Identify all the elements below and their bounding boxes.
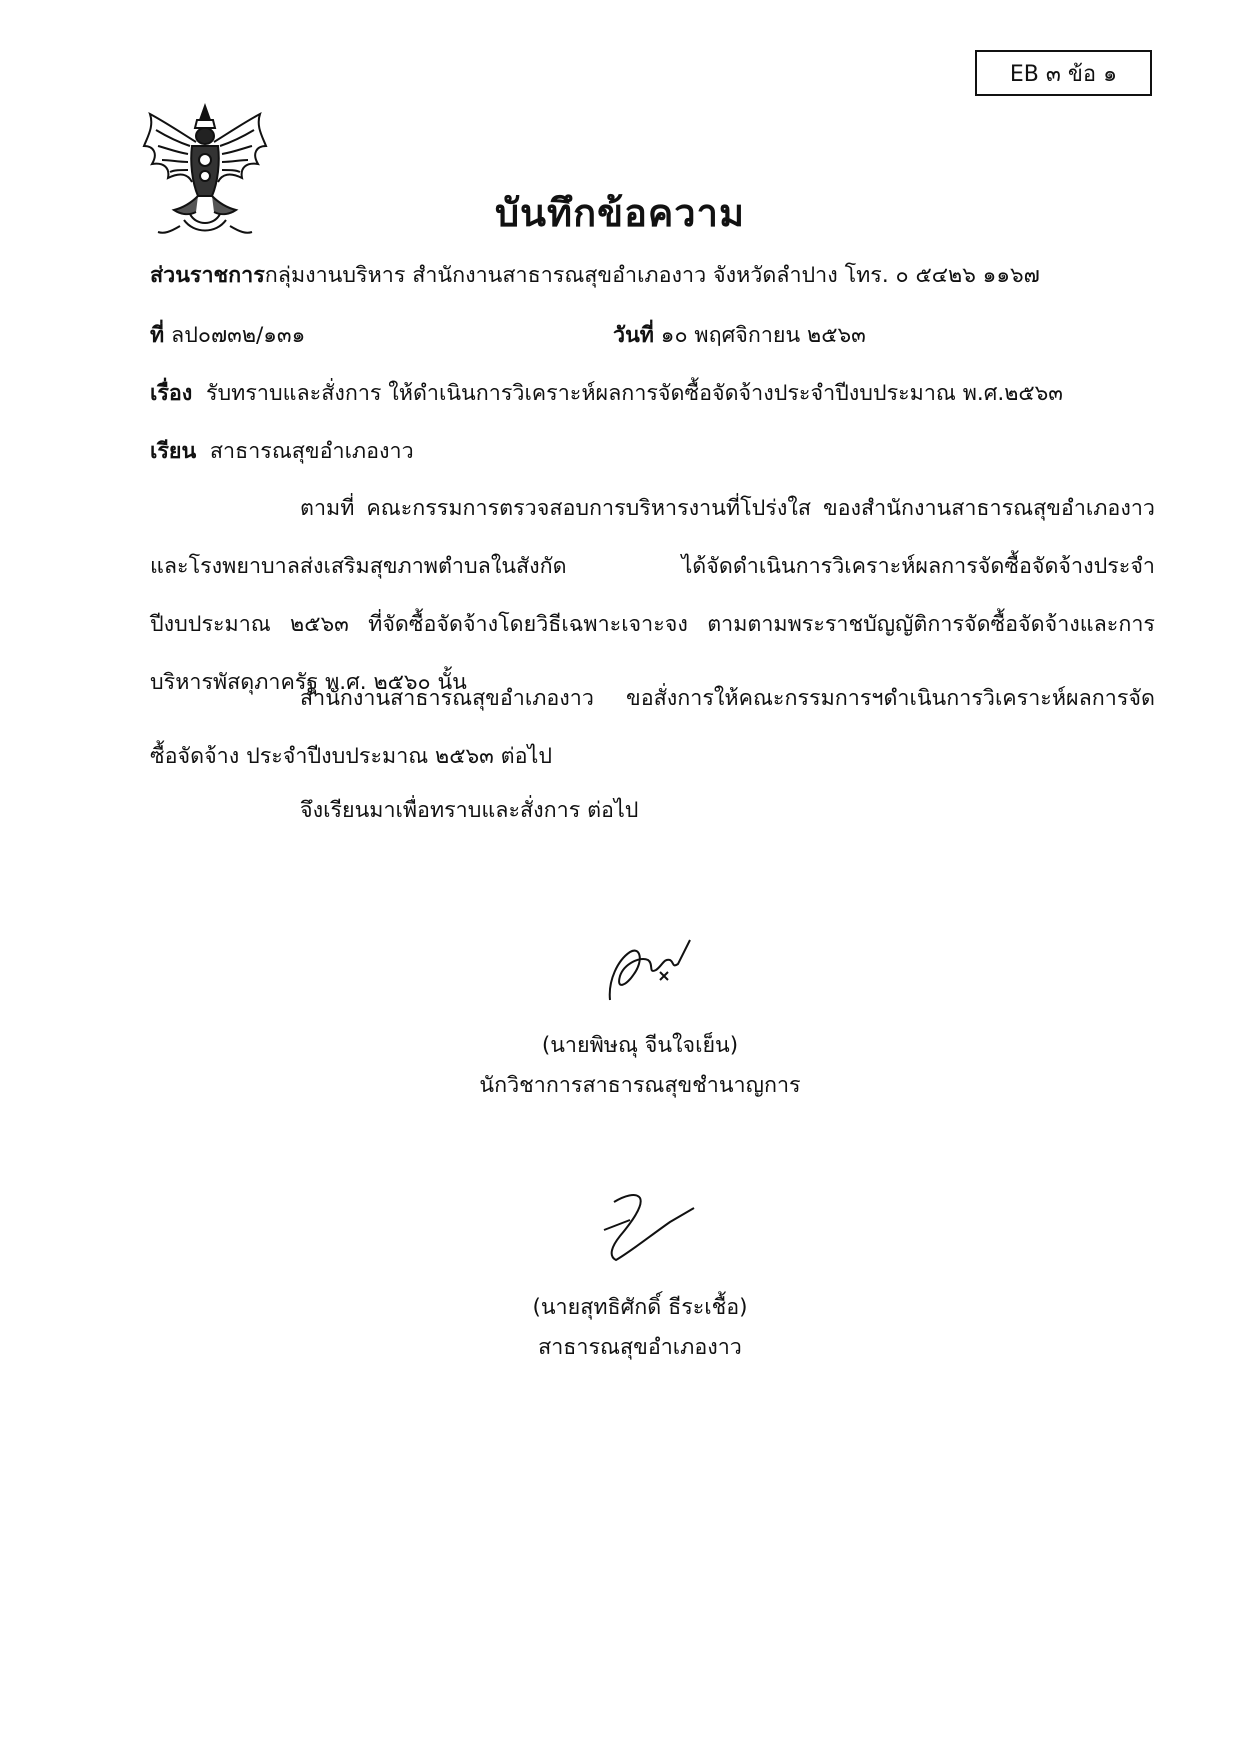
subject-label: เรื่อง — [150, 381, 193, 406]
reference-number-line — [150, 318, 305, 352]
date-label: วันที่ — [613, 323, 654, 348]
closing-line: จึงเรียนมาเพื่อทราบและสั่งการ ต่อไป — [300, 798, 639, 823]
signatory-2-position: สาธารณสุขอำเภองาว — [538, 1335, 742, 1360]
recipient-label: เรียน — [150, 439, 197, 464]
agency-line — [150, 258, 1040, 292]
reference-label: ที่ — [150, 323, 165, 348]
agency-label: ส่วนราชการ — [150, 263, 265, 288]
subject-value: รับทราบและสั่งการ ให้ดำเนินการวิเคราะห์ผลการจัดซื้อจัดจ้างประจำปีงบประมาณ พ.ศ.๒๕๖๓ — [205, 381, 1063, 406]
subject-line — [150, 376, 1063, 410]
agency-value: กลุ่มงานบริหาร สำนักงานสาธารณสุขอำเภองาว จังหวัดลำปาง โทร. ๐ ๕๔๒๖ ๑๑๖๗ — [264, 263, 1040, 288]
reference-value: ลป๐๗๓๒/๑๓๑ — [171, 323, 306, 348]
date-value: ๑๐ พฤศจิกายน ๒๕๖๓ — [660, 323, 866, 348]
reference-box: EB ๓ ข้อ ๑ — [975, 50, 1152, 96]
signatory-2-name: (นายสุทธิศักดิ์ ธีระเชื้อ) — [532, 1295, 748, 1320]
signatory-2-block — [440, 1288, 840, 1368]
signatory-1-block — [440, 1026, 840, 1106]
memo-title: บันทึกข้อความ — [494, 191, 746, 235]
body-paragraph-1: ตามที่ คณะกรรมการตรวจสอบการบริหารงานที่โปร่งใส ของสำนักงานสาธารณสุขอำเภองาว และโรงพยาบาลส่งเสริมสุขภาพตำบลในสังกัด ได้จัดดำเนินการวิเคราะห์ผลการจัดซื้อจัดจ้างประจำปีงบประมาณ ๒๕๖๓ ที่จัดซื้อจัดจ้างโดยวิธีเฉพาะเจาะจง ตามตามพระราชบัญญัติการจัดซื้อจัดจ้างและการบริหารพัสดุภาครัฐ พ.ศ. ๒๕๖๐ นั้น — [150, 496, 1155, 695]
signatory-1-name: (นายพิษณุ จีนใจเย็น) — [541, 1033, 739, 1058]
body-paragraph-2: สำนักงานสาธารณสุขอำเภองาว ขอสั่งการให้คณะกรรมการฯดำเนินการวิเคราะห์ผลการจัดซื้อจัดจ้าง ประจำปีงบประมาณ ๒๕๖๓ ต่อไป — [150, 686, 1155, 769]
recipient-value: สาธารณสุขอำเภองาว — [209, 439, 414, 464]
date-line — [613, 318, 866, 352]
signature-2 — [590, 1180, 700, 1270]
signature-1 — [590, 930, 710, 1010]
signatory-1-position: นักวิชาการสาธารณสุขชำนาญการ — [479, 1073, 801, 1098]
recipient-line — [150, 434, 414, 468]
